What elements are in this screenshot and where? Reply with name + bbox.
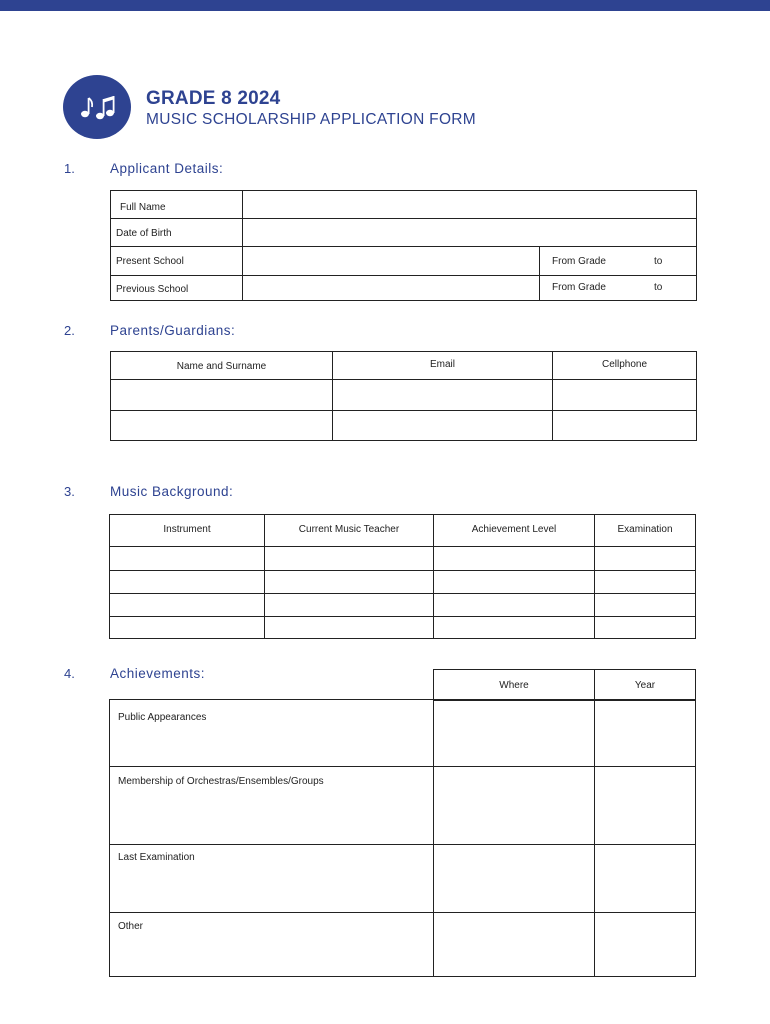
- previous-to-label: to: [654, 282, 663, 293]
- present-from-grade-label: From Grade: [552, 256, 606, 267]
- date-of-birth-field[interactable]: [244, 220, 694, 245]
- col-achievement-level: Achievement Level: [471, 524, 557, 535]
- other-year-field[interactable]: [596, 914, 694, 975]
- label-full-name: Full Name: [120, 202, 166, 213]
- music-row-1[interactable]: [111, 548, 694, 569]
- parent-1-name-field[interactable]: [112, 381, 331, 409]
- public-appearances-where-field[interactable]: [435, 701, 593, 765]
- previous-school-field[interactable]: [244, 277, 538, 300]
- col-name-and-surname: Name and Surname: [176, 361, 267, 372]
- row-membership: Membership of Orchestras/Ensembles/Groups: [118, 776, 324, 787]
- col-email: Email: [429, 359, 455, 370]
- parent-1-cellphone-field[interactable]: [554, 381, 695, 409]
- row-other: Other: [118, 921, 144, 932]
- section-4-number: 4.: [64, 666, 75, 681]
- section-1-title: Applicant Details:: [110, 161, 224, 176]
- label-present-school: Present School: [116, 256, 184, 267]
- parent-2-name-field[interactable]: [112, 412, 331, 439]
- music-row-4[interactable]: [111, 618, 694, 637]
- present-to-label: to: [654, 256, 663, 267]
- music-background-table: [109, 514, 696, 639]
- col-year: Year: [634, 680, 656, 691]
- parents-table: [110, 351, 697, 441]
- membership-where-field[interactable]: [435, 768, 593, 843]
- music-notes-icon: [79, 90, 115, 124]
- form-title: GRADE 8 2024: [146, 88, 281, 109]
- col-where: Where: [499, 680, 529, 691]
- achievements-table: [109, 699, 696, 977]
- last-examination-year-field[interactable]: [596, 846, 694, 911]
- achievements-header: [433, 669, 696, 701]
- present-school-field[interactable]: [244, 248, 538, 274]
- col-instrument: Instrument: [163, 524, 211, 535]
- col-examination: Examination: [617, 524, 673, 535]
- col-cellphone: Cellphone: [601, 359, 648, 370]
- other-where-field[interactable]: [435, 914, 593, 975]
- logo: [63, 75, 131, 139]
- section-4-title: Achievements:: [110, 666, 206, 681]
- col-current-music-teacher: Current Music Teacher: [298, 524, 400, 535]
- music-row-2[interactable]: [111, 572, 694, 592]
- section-2-title: Parents/Guardians:: [110, 323, 236, 338]
- full-name-field[interactable]: [244, 192, 694, 217]
- applicant-details-table: [110, 190, 697, 301]
- section-3-title: Music Background:: [110, 484, 234, 499]
- section-3-number: 3.: [64, 484, 75, 499]
- top-accent-bar: [0, 0, 770, 11]
- section-2-number: 2.: [64, 323, 75, 338]
- public-appearances-year-field[interactable]: [596, 701, 694, 765]
- parent-2-cellphone-field[interactable]: [554, 412, 695, 439]
- row-public-appearances: Public Appearances: [118, 712, 207, 723]
- section-1-number: 1.: [64, 161, 75, 176]
- parent-1-email-field[interactable]: [334, 381, 551, 409]
- music-row-3[interactable]: [111, 595, 694, 615]
- previous-from-grade-label: From Grade: [552, 282, 606, 293]
- form-subtitle: MUSIC SCHOLARSHIP APPLICATION FORM: [146, 111, 477, 128]
- label-date-of-birth: Date of Birth: [116, 228, 172, 239]
- parent-2-email-field[interactable]: [334, 412, 551, 439]
- label-previous-school: Previous School: [116, 284, 189, 295]
- last-examination-where-field[interactable]: [435, 846, 593, 911]
- row-last-examination: Last Examination: [118, 852, 195, 863]
- membership-year-field[interactable]: [596, 768, 694, 843]
